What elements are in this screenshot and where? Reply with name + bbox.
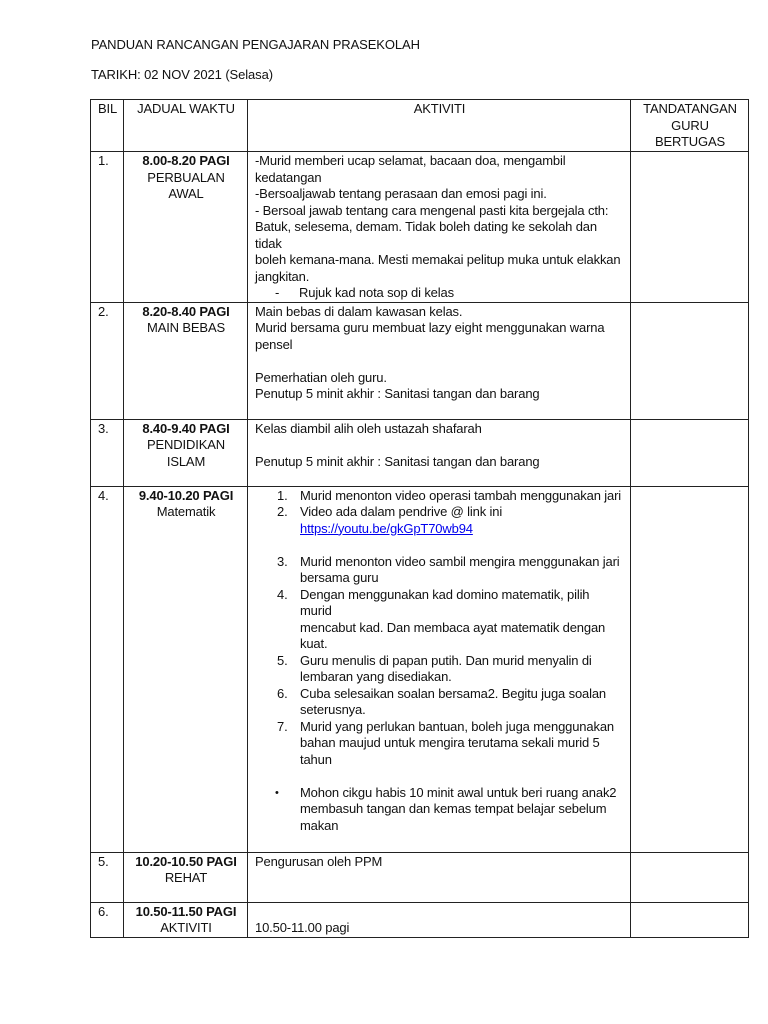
activity-line: Main bebas di dalam kawasan kelas.	[255, 303, 463, 319]
activity-line: Pengurusan oleh PPM	[255, 853, 383, 869]
activity-line: Pemerhatian oleh guru.	[255, 369, 387, 385]
row-activity	[248, 486, 631, 852]
step-line: Dengan menggunakan kad domino matematik, pilih murid	[300, 586, 590, 618]
numbered-steps	[255, 488, 624, 538]
blank-line	[255, 768, 624, 785]
signature-cell	[631, 419, 749, 486]
row-time-cell	[124, 852, 248, 902]
row-number: 6.	[91, 902, 124, 937]
signature-cell	[631, 486, 749, 852]
row-time-cell	[124, 302, 248, 419]
list-item	[255, 785, 624, 835]
bullet-list	[255, 785, 624, 835]
row-session-name: PENDIDIKAN	[147, 437, 225, 452]
step-line: mencabut kad. Dan membaca ayat matematik dengan	[300, 619, 606, 635]
header-sign-line: BERTUGAS	[654, 134, 726, 149]
blank-line	[255, 353, 624, 370]
blank-line	[255, 537, 624, 554]
list-item	[255, 488, 624, 505]
step-line: kuat.	[300, 636, 328, 651]
numbered-steps-continued	[255, 554, 624, 769]
bullet-line: membasuh tangan dan kemas tempat belajar sebelum	[300, 801, 607, 816]
dash-marker: -	[275, 285, 280, 300]
header-bil: BIL	[91, 100, 124, 152]
step-line: Video ada dalam pendrive @ link ini	[300, 504, 503, 519]
step-number: 6.	[277, 685, 288, 701]
blank-line	[255, 437, 624, 454]
header-sign-line: GURU	[671, 117, 709, 133]
row-session-name: AWAL	[168, 186, 204, 201]
step-line: Murid yang perlukan bantuan, boleh juga menggunakan	[300, 718, 614, 734]
header-aktiviti: AKTIVITI	[248, 100, 631, 152]
list-item	[255, 719, 624, 769]
row-session-name: AKTIVITI	[160, 920, 212, 935]
activity-line: Batuk, selesema, demam. Tidak boleh dating ke sekolah dan tidak	[255, 219, 597, 251]
row-time: 9.40-10.20 PAGI	[138, 487, 234, 503]
step-line: Murid menonton video operasi tambah menggunakan jari	[300, 487, 622, 503]
signature-cell	[631, 852, 749, 902]
bullet-line: makan	[300, 817, 339, 833]
row-session-name: ISLAM	[166, 453, 206, 469]
step-line: bersama guru	[300, 570, 379, 585]
step-line: tahun	[300, 751, 332, 767]
document-title: PANDUAN RANCANGAN PENGAJARAN PRASEKOLAH	[91, 37, 420, 52]
activity-line: Penutup 5 minit akhir : Sanitasi tangan dan barang	[255, 453, 540, 469]
bullet-marker: •	[275, 786, 279, 799]
header-sign-line: TANDATANGAN	[643, 101, 737, 116]
row-time-cell	[124, 902, 248, 937]
activity-line: - Bersoal jawab tentang cara mengenal pasti kita bergejala cth:	[255, 202, 609, 218]
row-number: 3.	[91, 419, 124, 486]
activity-line: Murid bersama guru membuat lazy eight menggunakan warna	[255, 320, 605, 335]
activity-line: pensel	[255, 336, 293, 352]
row-time: 8.20-8.40 PAGI	[142, 303, 230, 319]
step-line: bahan maujud untuk mengira terutama sekali murid 5	[300, 735, 600, 750]
dash-item-text: Rujuk kad nota sop di kelas	[299, 285, 454, 300]
header-tandatangan	[631, 100, 749, 152]
row-session-name: MAIN BEBAS	[147, 320, 225, 335]
row-time: 8.40-9.40 PAGI	[142, 420, 230, 436]
list-item	[255, 686, 624, 719]
step-number: 1.	[277, 487, 288, 503]
table-row	[91, 419, 749, 486]
signature-cell	[631, 302, 749, 419]
activity-line: boleh kemana-mana. Mesti memakai pelitup muka untuk elakkan	[255, 252, 621, 267]
row-number: 2.	[91, 302, 124, 419]
step-line: Guru menulis di papan putih. Dan murid menyalin di	[300, 652, 592, 668]
step-line: Murid menonton video sambil mengira menggunakan jari	[300, 553, 620, 569]
activity-line: jangkitan.	[255, 268, 310, 284]
list-item	[255, 587, 624, 653]
table-row	[91, 302, 749, 419]
activity-line: kedatangan	[255, 169, 322, 185]
row-time-cell	[124, 152, 248, 303]
table-header-row	[91, 100, 749, 152]
step-line: seterusnya.	[300, 702, 366, 717]
row-activity	[248, 852, 631, 902]
step-number: 3.	[277, 553, 288, 569]
youtube-link[interactable]: https://youtu.be/gkGpT70wb94	[300, 520, 473, 536]
step-number: 7.	[277, 718, 288, 734]
row-number: 4.	[91, 486, 124, 852]
row-time-cell	[124, 486, 248, 852]
row-time-cell	[124, 419, 248, 486]
activity-line: -Bersoaljawab tentang perasaan dan emosi pagi ini.	[255, 186, 547, 201]
row-session-name: Matematik	[156, 504, 216, 519]
step-line: Cuba selesaikan soalan bersama2. Begitu juga soalan	[300, 685, 607, 701]
row-number: 5.	[91, 852, 124, 902]
activity-line: -Murid memberi ucap selamat, bacaan doa, mengambil	[255, 153, 566, 168]
activity-line: Penutup 5 minit akhir : Sanitasi tangan dan barang	[255, 386, 540, 401]
table-row	[91, 152, 749, 303]
step-line: lembaran yang disediakan.	[300, 669, 452, 684]
activity-line: Kelas diambil alih oleh ustazah shafarah	[255, 420, 482, 436]
table-row	[91, 852, 749, 902]
table-row	[91, 486, 749, 852]
document-date: TARIKH: 02 NOV 2021 (Selasa)	[91, 67, 273, 82]
row-time: 10.50-11.50 PAGI	[135, 903, 237, 919]
row-number: 1.	[91, 152, 124, 303]
schedule-table	[90, 99, 749, 938]
list-item	[255, 554, 624, 587]
row-activity	[248, 302, 631, 419]
header-jadual-waktu: JADUAL WAKTU	[124, 100, 248, 152]
row-activity	[248, 902, 631, 937]
table-row	[91, 902, 749, 937]
row-session-name: PERBUALAN	[147, 169, 225, 185]
signature-cell	[631, 152, 749, 303]
row-time: 8.00-8.20 PAGI	[142, 153, 230, 168]
blank-line	[255, 904, 624, 921]
dash-list-item	[255, 285, 624, 302]
step-number: 5.	[277, 652, 288, 668]
list-item	[255, 653, 624, 686]
bullet-line: Mohon cikgu habis 10 minit awal untuk beri ruang anak2	[300, 784, 617, 800]
row-time: 10.20-10.50 PAGI	[135, 853, 237, 869]
signature-cell	[631, 902, 749, 937]
step-number: 2.	[277, 504, 288, 519]
activity-line: 10.50-11.00 pagi	[255, 920, 350, 935]
row-activity	[248, 419, 631, 486]
list-item	[255, 504, 624, 537]
step-number: 4.	[277, 586, 288, 602]
row-session-name: REHAT	[164, 870, 208, 885]
row-activity	[248, 152, 631, 303]
